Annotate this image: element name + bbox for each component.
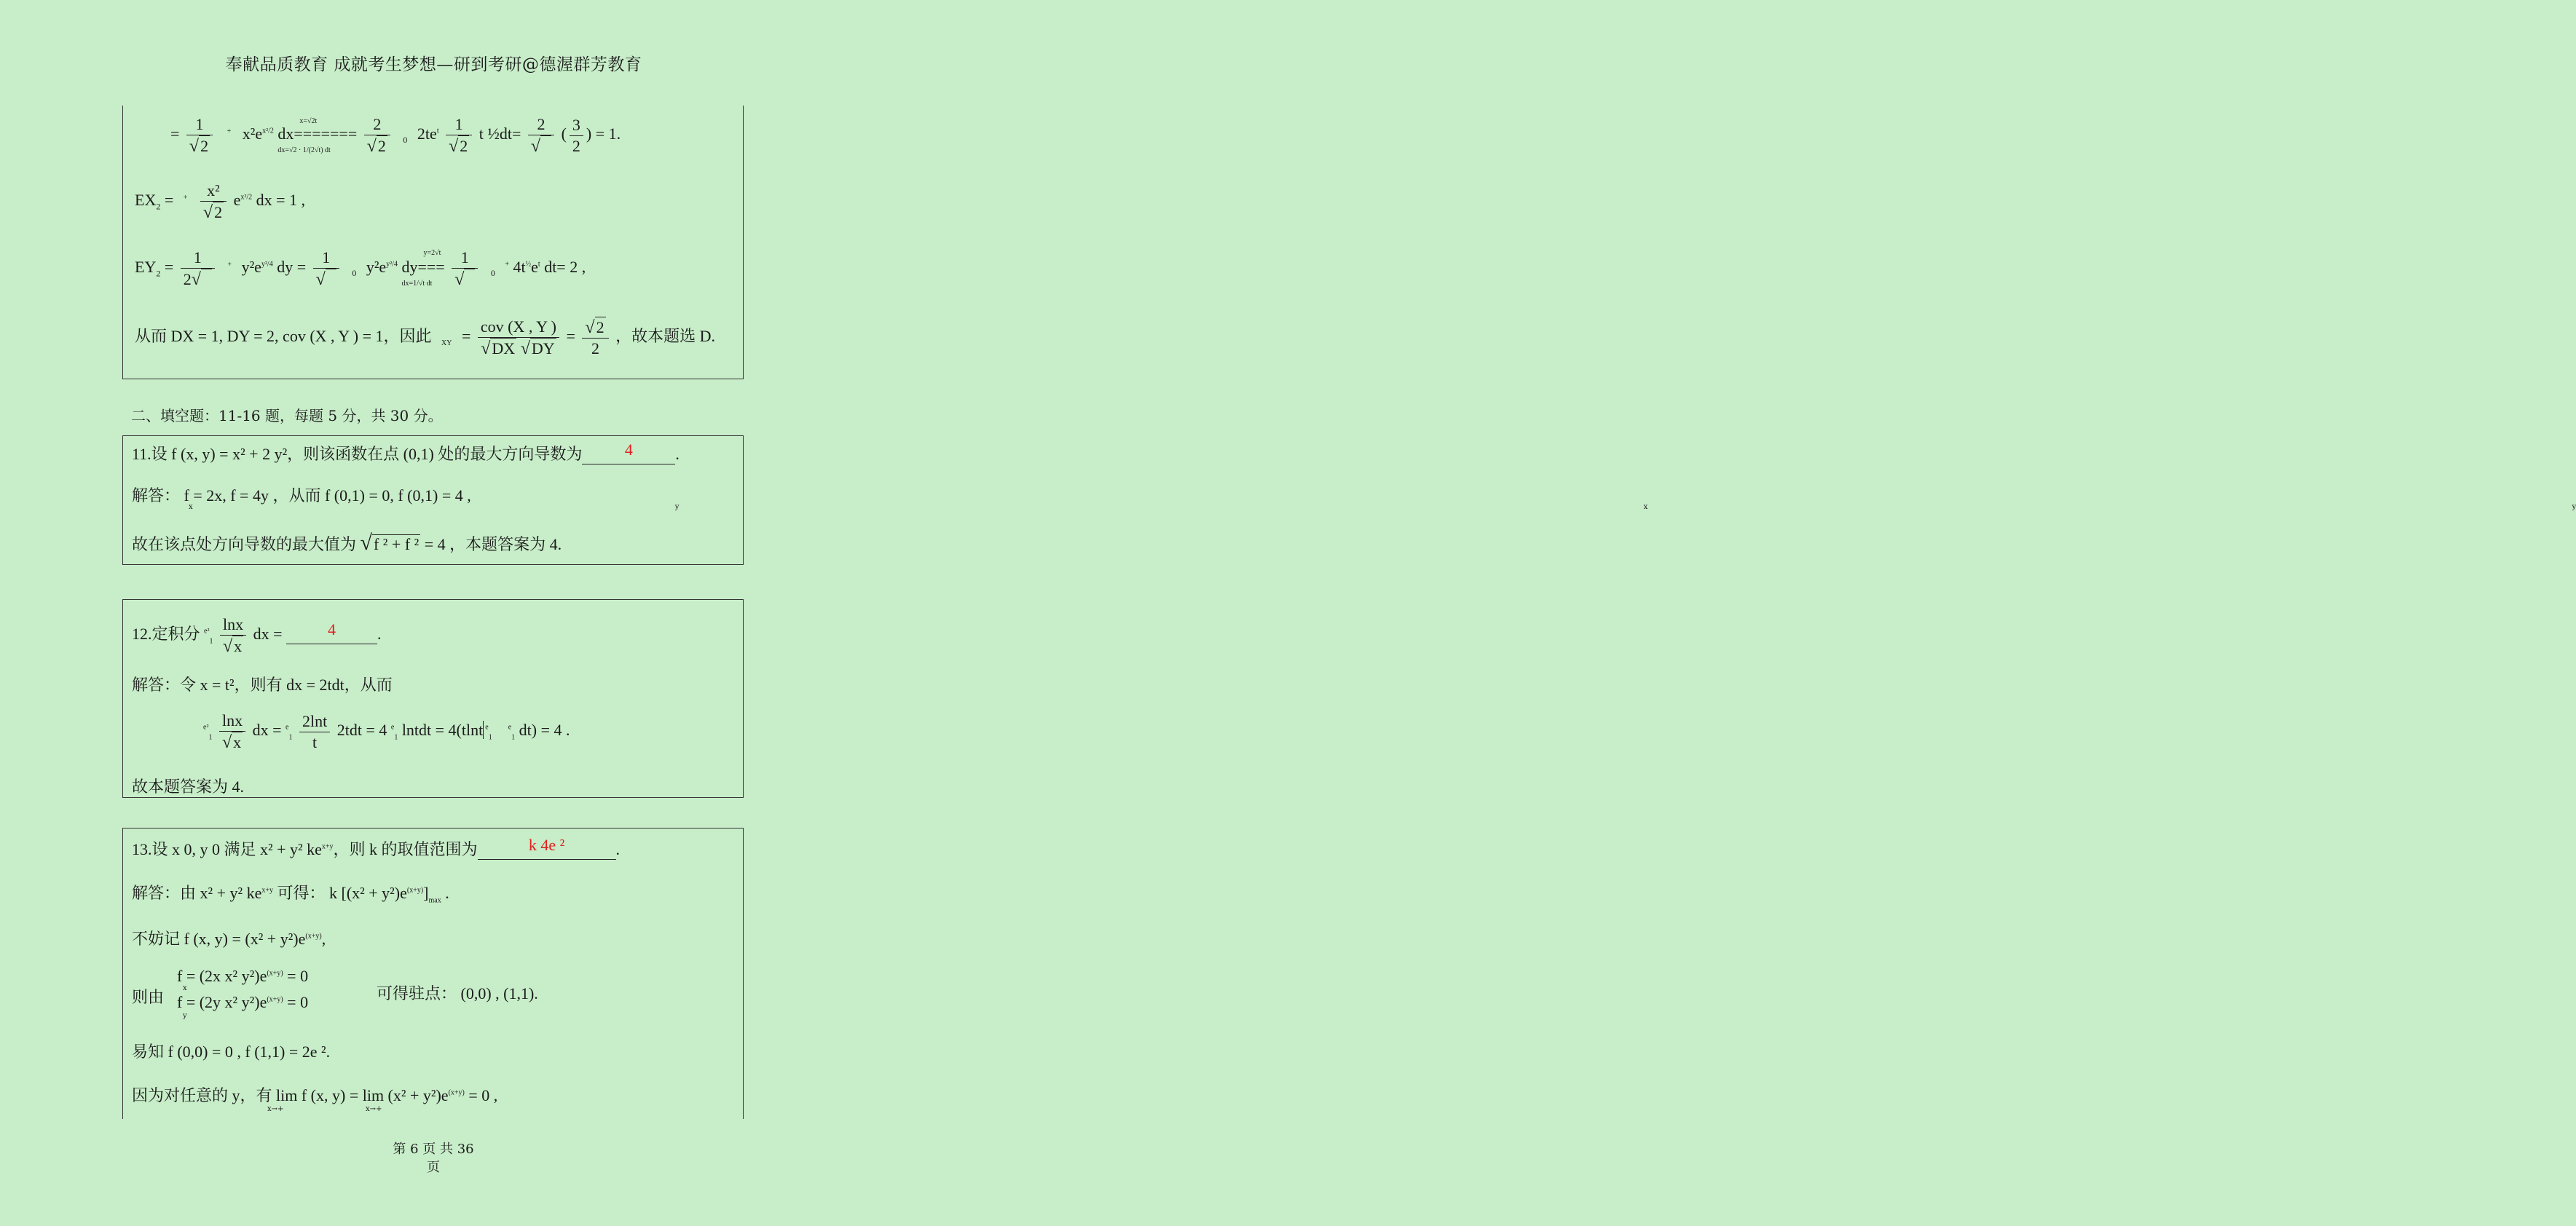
q12-question: 12.定积分 $^{e^2}_1$ $\frac{\ln x}{√x}$ dx = 4 . [132, 615, 382, 656]
question-box-11 [122, 435, 2576, 565]
q12-answer-blank: 4 [286, 625, 377, 644]
page-footer [382, 1140, 484, 1176]
q11-solution-line-2: 故在该点处方向导数的最大值为 √f ² + f ² = 4 ，本题答案为 4. [132, 531, 562, 555]
page-number-line: 第 6 页 共 36 [393, 1142, 474, 1157]
section-title-fill-in: 二、填空题：11-16 题，每题 5 分，共 30 分。 [131, 407, 443, 424]
q13-question: 13.设 x 0, y 0 满足 x² + y² $ke^{x+y}$，则 k 的取值范围为 k 4e ² . [132, 836, 621, 858]
q13-solution-line-4: 易知 f (0,0) = 0 , f (1,1) = 2e ². [132, 1043, 331, 1061]
q13-solution-line-2: 不妨记 f (x, $y) = (x^2 + y^2)e^{(x+y)}$, [132, 930, 326, 948]
q13-solution-line-1: 解答：由 x² + y² $ke^{x+y}$ 可得： k $[(x^2 + y^2)e^{(x+y)}]_{max}$ . [132, 884, 449, 905]
q11-answer-blank: 4 [582, 445, 675, 464]
question-box-12 [122, 599, 744, 798]
q12-solution-line-2: $^{e^2}_1$ $\frac{\ln x}{√x}$ dx = $^e_1$ $\frac{2\ln t}{t}$ 2tdt = 4 $^e_1$ lntdt = 4(tlnt $^e_1$ $^e_1$ dt) = 4 . [203, 711, 570, 752]
equation-line-4: 从而 DX = 1, DY = 2, cov (X , Y ) = 1，因此 $_{XY}$ = $\frac{\text{cov (X , Y )}}{√DX √DY}$ = $\frac{√2}{2}$ ，故本题选 D. [135, 317, 715, 358]
q13-lim-sub-1: x→+ [267, 1105, 284, 1113]
q11-solution-subs: x y x y [189, 503, 2576, 511]
q13-system-eq-2: f = (2y x² $y^2)e^{(x+y)} = 0$ [177, 993, 309, 1011]
q13-solution-line-5: 因为对任意的 y，有 lim f (x, $y) = \lim (x^2 + y^2)e^{(x+y)} = 0$ , [132, 1086, 498, 1104]
q13-system-eq-1: f = (2x x² $y^2)e^{(x+y)} = 0$ [177, 967, 309, 985]
q11-question: 11.设 f (x, y) = x² + 2 y²，则该函数在点 (0,1) 处的最大方向导数为 4 . [132, 440, 680, 463]
q13-solution-line-3-lead: 则由 [132, 988, 165, 1006]
q12-solution-line-3: 故本题答案为 4. [132, 778, 245, 796]
question-box-13 [122, 828, 744, 1119]
equation-line-2: $EX_2 = ^+$ $\frac{\text{x²}}{√2}$ $e^{x^2/2}$ dx = 1 , [135, 181, 306, 222]
page-number-suffix: 页 [427, 1160, 440, 1175]
q13-answer-blank: k 4e ² [478, 840, 616, 860]
q13-system-sub-y: y [183, 1012, 187, 1020]
q13-stationary-points: 可得驻点： (0,0) , (1,1). [377, 984, 538, 1002]
q13-system-sub-x: x [183, 984, 187, 992]
q13-lim-sub-2: x→+ [366, 1105, 382, 1113]
q12-solution-line-1: 解答：令 x = t²，则有 dx = 2tdt，从而 [132, 676, 393, 694]
equation-line-3: $EY_2$ = $\frac{1}{2√}$ + $y^2e^{y^2/4}$ dy = $\frac{1}{√}$ $_0$ $y^2e^{y^2/4}$ dy=== y=2√t dx=1/√t dt $\frac{1}{√}$ $_0$ + $4t^{\frac{1}{2}}e^t$ dt= 2 , [135, 248, 586, 289]
equation-line-1: = $\frac{1}{√2}$ + $x^2e^{x^2/2}$ dx======= x=√2t dx=√2 · 1/(2√t) dt $\frac{2}{√2}$ $_0$ $2te^t$ $\frac{1}{√2}$ t ½dt= $\frac{2}{√}$ ( $\frac{3}{2}$ ) = 1. [170, 115, 621, 156]
solution-box-q10 [122, 106, 744, 379]
q11-solution-line-1: 解答： f = 2x, f = 4y ，从而 f (0,1) = 0, f (0,1) = 4 , [132, 486, 471, 505]
page-header: 奉献品质教育 成就考生梦想—研到考研@德渥群芳教育 [225, 55, 642, 74]
